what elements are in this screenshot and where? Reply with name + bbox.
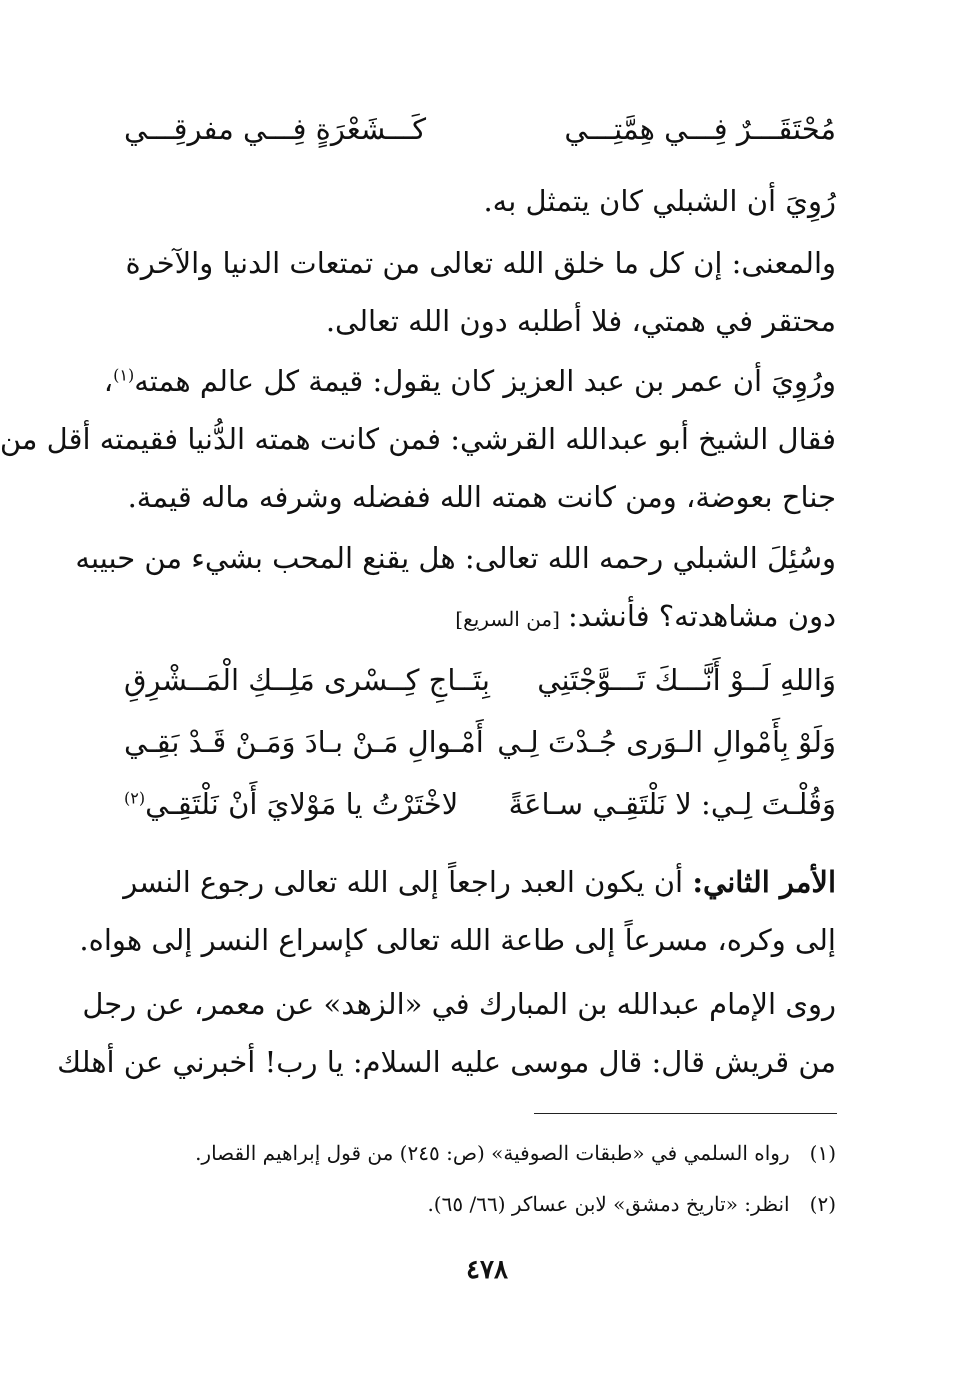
paragraph-second-matter [79,853,836,969]
poem-verse [124,652,836,708]
paragraph-line: من قريش قال: قال موسى عليه السلام: يا رب! أخبرني عن أهلك [57,1045,836,1079]
section-lead: الأمر الثاني: [692,865,836,899]
paragraph-meaning [124,234,836,350]
paragraph-line: والمعنى: إن كل ما خلق الله تعالى من تمتعات الدنيا والآخرة [125,246,836,280]
poetic-meter-label: [من السريع] [455,607,560,631]
paragraph-line [124,587,836,648]
footnote-text: رواه السلمي في «طبقات الصوفية» (ص: ٢٤٥) من قول إبراهيم القصار. [195,1141,790,1165]
paragraph-line: إلى وكره، مسرعاً إلى طاعة الله تعالى كإسراع النسر إلى هواه. [79,923,836,957]
poem-first-hemistich: وَقُلْـتَ لِـي: لا نَلْتَقِـي سـاعَةً [508,787,836,821]
footnote-separator [534,1113,837,1114]
footnote-number: (٢) [809,1192,836,1216]
line-text: أن يكون العبد راجعاً إلى الله تعالى رجوع النسر [123,865,684,899]
poem-first-hemistich: وَلَوْ بِأَمْوالِ الـوَرى جُـدْتَ لِـي [497,725,836,759]
top-verse-second-hemistich: كَـــشَعْرَةٍ فِـــي مفرقِـــي [124,112,427,146]
line-text: ورُوِيَ أن عمر بن عبد العزيز كان يقول: قيمة كل عالم همته [134,364,836,398]
paragraph-line: روى الإمام عبدالله بن المبارك في «الزهد» عن معمر، عن رجل [82,987,836,1021]
paragraph-line [103,352,836,410]
paragraph-umar-quote [0,352,836,526]
top-verse-first-hemistich: مُحْتَقَـــرٌ فِـــي هِمَّتِـــي [564,112,836,146]
poem-second-hemistich: بِتَــاجِ كِــسْرى مَلِــكِ الْمَــشْرِقِ [124,663,490,697]
paragraph-line: وسُئِلَ الشبلي رحمه الله تعالى: هل يقنع المحب بشيء من حبيبه [75,541,836,575]
hemistich-text: لاخْتَرْتُ يا مَوْلايَ أَنْ نَلْتَقِـي [145,787,459,821]
footnote [124,1138,836,1168]
paragraph-ibn-mubarak [57,975,836,1091]
paragraph-line: جناح بعوضة، ومن كانت همته الله ففضله وشرفه ماله قيمة. [127,480,836,514]
top-verse [124,101,836,157]
paragraph-shibli-quote [124,172,836,230]
line-text: دون مشاهدته؟ فأنشد: [567,599,836,633]
footnote-reference[interactable]: (١) [113,365,135,385]
footnote-number: (١) [809,1141,836,1165]
poem-second-hemistich: أَمْـوالِ مَـنْ بـادَ وَمَـنْ قَـدْ بَقِـي [124,725,484,759]
poem-first-hemistich: وَاللهِ لَــوْ أَنَّـــكَ تَـــوَّجْتَنِي [537,663,836,697]
footnote [124,1189,836,1219]
poem-verse [124,714,836,770]
poem-verse [124,776,836,832]
page-number: ٤٧٨ [466,1255,508,1285]
paragraph-line: فقال الشيخ أبو عبدالله القرشي: فمن كانت همته الدُّنيا فقيمته أقل من [0,422,836,456]
footnote-text: انظر: «تاريخ دمشق» لابن عساكر (٦٦/ ٦٥). [427,1192,790,1216]
poem-second-hemistich [124,776,458,832]
paragraph-shibli-question [75,529,836,648]
paragraph-line: رُوِيَ أن الشبلي كان يتمثل به. [483,184,836,218]
paragraph-line: محتقر في همتي، فلا أطلبه دون الله تعالى. [325,304,836,338]
line-punctuation: ، [103,364,114,398]
paragraph-line [124,853,836,911]
footnote-reference[interactable]: (٢) [124,788,146,808]
